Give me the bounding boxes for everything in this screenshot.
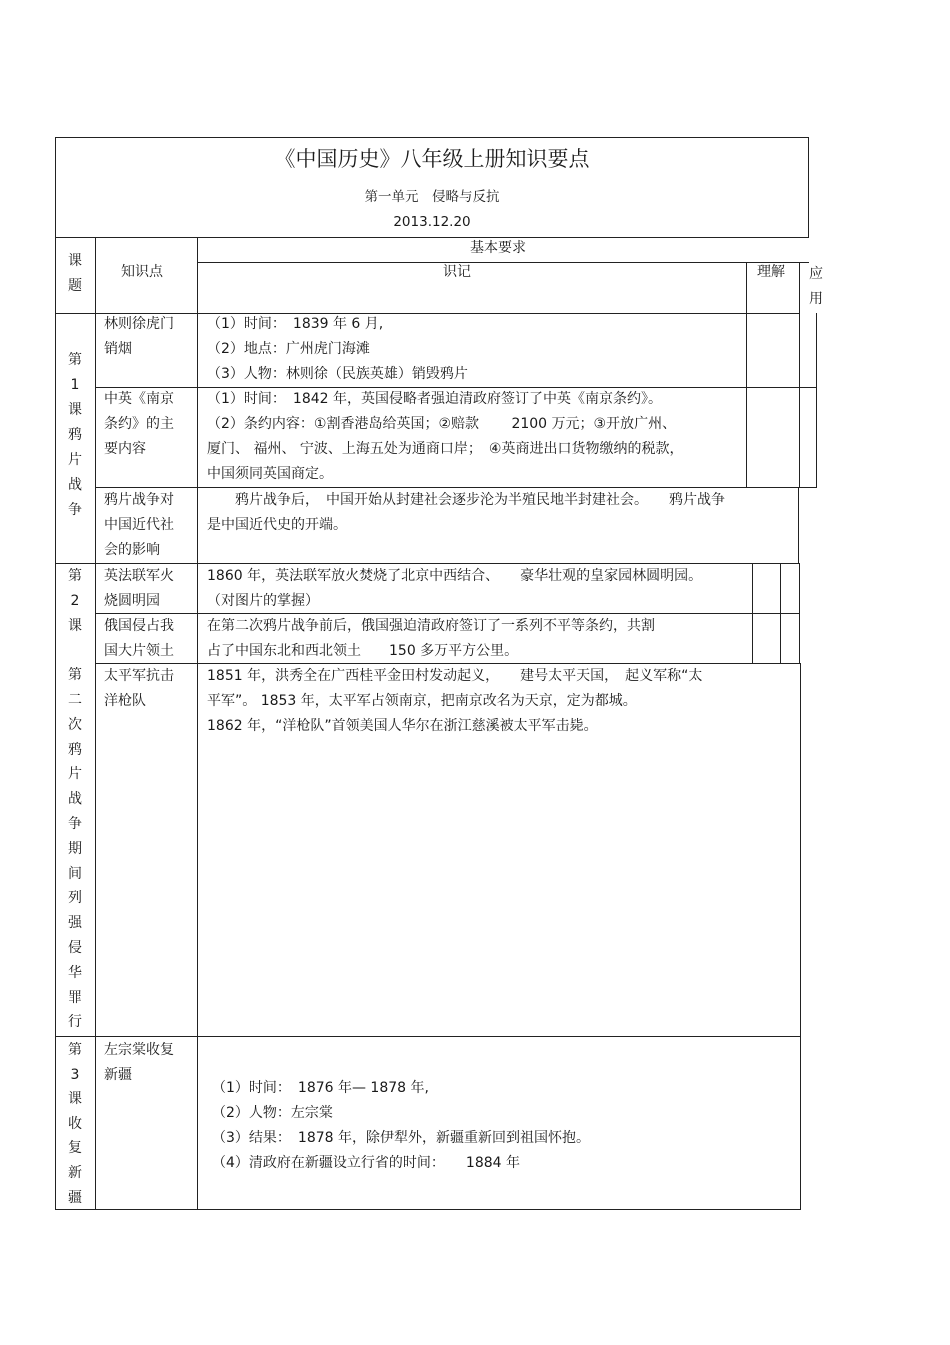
knowledge-point: 林则徐虎门 销烟	[104, 316, 174, 357]
knowledge-point: 中英《南京 条约》的主 要内容	[104, 391, 174, 457]
knowledge-point: 左宗棠收复 新疆	[104, 1042, 174, 1083]
point-column-header: 知识点	[121, 264, 163, 280]
recall-content: 在第二次鸦片战争前后，俄国强迫清政府签订了一系列不平等条约，共割 占了中国东北和西北领土 150 多万平方公里。	[207, 618, 655, 659]
lesson-1-label: 第 1 课 鸦 片 战 争	[68, 352, 82, 518]
recall-content: （1）时间： 1839 年 6 月, （2）地点：广州虎门海滩 （3）人物：林则徐（民族英雄）销毁鸦片	[207, 316, 468, 382]
recall-content: 鸦片战争后， 中国开始从封建社会逐步沦为半殖民地半封建社会。 鸦片战争 是中国近代史的开端。	[207, 492, 725, 533]
recall-column-header: 识记	[443, 264, 471, 280]
knowledge-point: 俄国侵占我 国大片领土	[104, 618, 174, 659]
basic-requirements-header: 基本要求	[470, 240, 526, 256]
page-title: 《中国历史》八年级上册知识要点	[274, 147, 590, 171]
understand-column-header: 理解	[757, 264, 785, 280]
knowledge-point: 英法联军火 烧圆明园	[104, 568, 174, 609]
recall-content: 1851 年，洪秀全在广西桂平金田村发动起义， 建号太平天国， 起义军称“太 平军”。 1853 年，太平军占领南京，把南京改名为天京，定为都城。 1862 年，“洋枪队”首领美国人华尔在浙江慈溪被太平军击毙。	[207, 668, 703, 734]
recall-content: （1）时间： 1842 年，英国侵略者强迫清政府签订了中英《南京条约》。 （2）条约内容：①割香港岛给英国；②赔款 2100 万元；③开放广州、 厦门、 福州、 宁波、上海五处为通商口岸； ④英商进出口货物缴纳的税款， 中国须同英国商定。	[207, 391, 684, 482]
apply-column-header: 应 用	[809, 266, 823, 307]
knowledge-point: 太平军抗击 洋枪队	[104, 668, 174, 709]
recall-content: 1860 年，英法联军放火焚烧了北京中西结合、 豪华壮观的皇家园林圆明园。 （对图片的掌握）	[207, 568, 703, 609]
recall-content: （1）时间： 1876 年— 1878 年, （2）人物：左宗棠 （3）结果： 1878 年，除伊犁外，新疆重新回到祖国怀抱。 （4）清政府在新疆设立行省的时间： 1884 年	[212, 1080, 590, 1171]
unit-subtitle: 第一单元 侵略与反抗	[364, 189, 500, 205]
knowledge-point: 鸦片战争对 中国近代社 会的影响	[104, 492, 174, 558]
lesson-3-label: 第 3 课 收 复 新 疆	[68, 1042, 82, 1206]
lesson-2-label: 第 2 课 第 二 次 鸦 片 战 争 期 间 列 强 侵 华 罪 行	[68, 568, 82, 1031]
date-label: 2013.12.20	[393, 214, 471, 230]
lesson-column-header: 课 题	[68, 253, 82, 294]
